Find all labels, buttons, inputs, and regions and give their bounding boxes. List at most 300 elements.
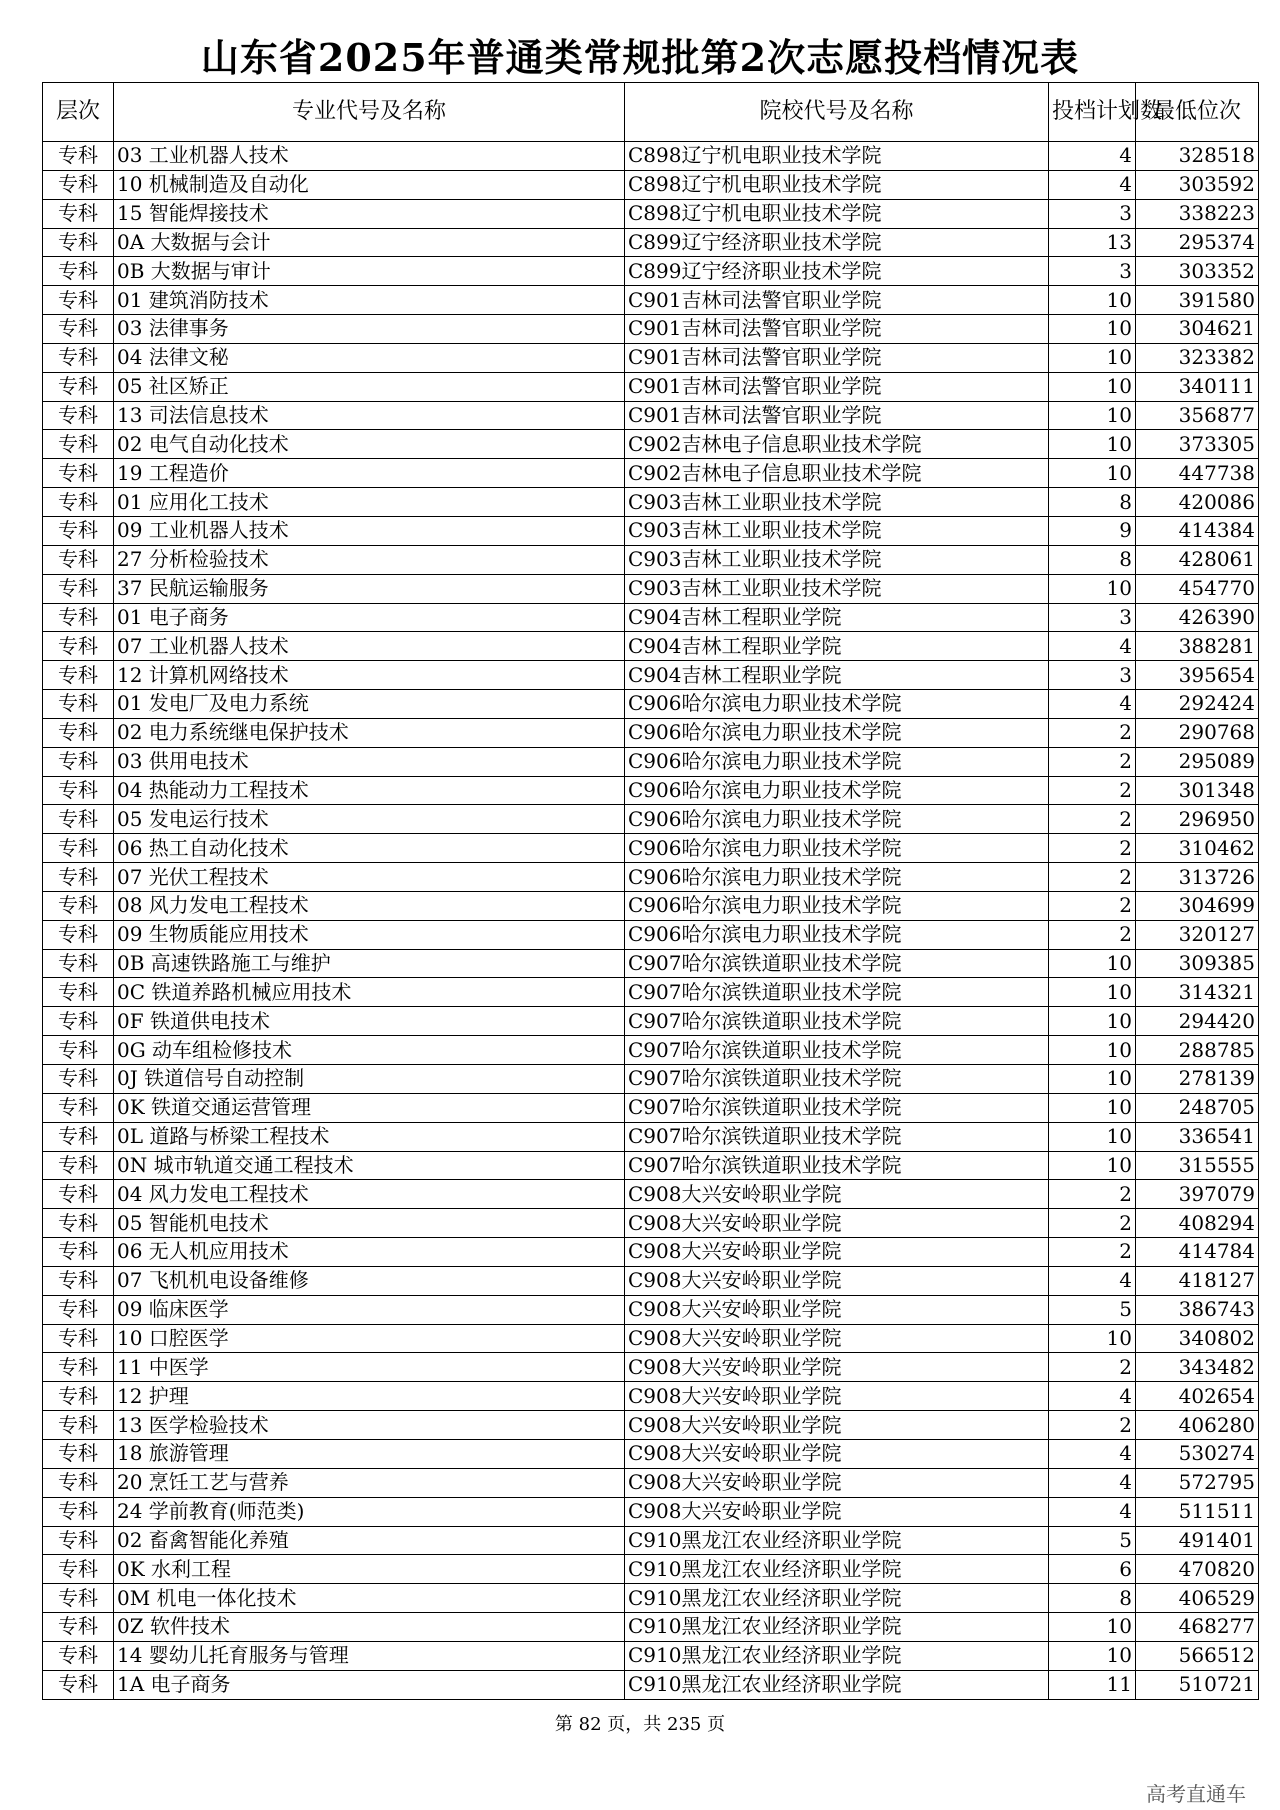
cell-rank: 296950: [1136, 805, 1259, 834]
cell-level: 专科: [43, 488, 114, 517]
cell-plan: 3: [1049, 661, 1136, 690]
cell-level: 专科: [43, 1266, 114, 1295]
cell-level: 专科: [43, 1411, 114, 1440]
cell-school: C910黑龙江农业经济职业学院: [625, 1584, 1049, 1613]
watermark: 高考直通车: [1146, 1782, 1246, 1806]
cell-major: 01 建筑消防技术: [114, 286, 625, 315]
cell-school: C908大兴安岭职业学院: [625, 1209, 1049, 1238]
table-row: [43, 1180, 1259, 1209]
table-row: [43, 978, 1259, 1007]
cell-major: 24 学前教育(师范类): [114, 1497, 625, 1526]
cell-level: 专科: [43, 430, 114, 459]
cell-school: C908大兴安岭职业学院: [625, 1439, 1049, 1468]
cell-level: 专科: [43, 805, 114, 834]
cell-school: C902吉林电子信息职业技术学院: [625, 459, 1049, 488]
cell-major: 20 烹饪工艺与营养: [114, 1468, 625, 1497]
cell-major: 07 工业机器人技术: [114, 632, 625, 661]
cell-level: 专科: [43, 1180, 114, 1209]
cell-rank: 340802: [1136, 1324, 1259, 1353]
table-row: [43, 1266, 1259, 1295]
cell-major: 18 旅游管理: [114, 1439, 625, 1468]
cell-level: 专科: [43, 1555, 114, 1584]
cell-rank: 343482: [1136, 1353, 1259, 1382]
cell-rank: 566512: [1136, 1641, 1259, 1670]
table-row: [43, 690, 1259, 719]
page-title: 山东省2025年普通类常规批第2次志愿投档情况表: [200, 35, 1080, 80]
table-row: [43, 401, 1259, 430]
cell-major: 09 工业机器人技术: [114, 516, 625, 545]
cell-level: 专科: [43, 776, 114, 805]
table-row: [43, 372, 1259, 401]
table-row: [43, 863, 1259, 892]
cell-plan: 8: [1049, 545, 1136, 574]
cell-plan: 2: [1049, 834, 1136, 863]
cell-major: 09 临床医学: [114, 1295, 625, 1324]
cell-major: 11 中医学: [114, 1353, 625, 1382]
cell-major: 06 无人机应用技术: [114, 1238, 625, 1267]
cell-rank: 295089: [1136, 747, 1259, 776]
cell-school: C908大兴安岭职业学院: [625, 1180, 1049, 1209]
cell-major: 15 智能焊接技术: [114, 199, 625, 228]
cell-school: C904吉林工程职业学院: [625, 603, 1049, 632]
table-row: [43, 142, 1259, 171]
cell-level: 专科: [43, 1641, 114, 1670]
cell-plan: 10: [1049, 978, 1136, 1007]
cell-major: 1A 电子商务: [114, 1670, 625, 1699]
table-row: [43, 228, 1259, 257]
cell-school: C907哈尔滨铁道职业技术学院: [625, 1065, 1049, 1094]
cell-plan: 10: [1049, 574, 1136, 603]
table-row: [43, 459, 1259, 488]
table-row: [43, 257, 1259, 286]
cell-rank: 338223: [1136, 199, 1259, 228]
header-plan: 投档计划数: [1049, 83, 1136, 142]
cell-major: 14 婴幼儿托育服务与管理: [114, 1641, 625, 1670]
cell-school: C910黑龙江农业经济职业学院: [625, 1555, 1049, 1584]
cell-level: 专科: [43, 315, 114, 344]
cell-rank: 414384: [1136, 516, 1259, 545]
cell-plan: 10: [1049, 401, 1136, 430]
cell-plan: 8: [1049, 488, 1136, 517]
cell-plan: 10: [1049, 430, 1136, 459]
cell-level: 专科: [43, 1093, 114, 1122]
table-row: [43, 1238, 1259, 1267]
cell-school: C907哈尔滨铁道职业技术学院: [625, 1036, 1049, 1065]
table-row: [43, 315, 1259, 344]
cell-major: 0J 铁道信号自动控制: [114, 1065, 625, 1094]
cell-rank: 572795: [1136, 1468, 1259, 1497]
table-row: [43, 603, 1259, 632]
cell-school: C903吉林工业职业技术学院: [625, 574, 1049, 603]
cell-school: C898辽宁机电职业技术学院: [625, 142, 1049, 171]
cell-level: 专科: [43, 603, 114, 632]
cell-major: 04 风力发电工程技术: [114, 1180, 625, 1209]
table-row: [43, 170, 1259, 199]
table-row: [43, 1439, 1259, 1468]
cell-rank: 336541: [1136, 1122, 1259, 1151]
cell-major: 05 社区矫正: [114, 372, 625, 401]
cell-school: C908大兴安岭职业学院: [625, 1468, 1049, 1497]
cell-plan: 10: [1049, 372, 1136, 401]
cell-school: C907哈尔滨铁道职业技术学院: [625, 1122, 1049, 1151]
cell-level: 专科: [43, 1468, 114, 1497]
cell-rank: 426390: [1136, 603, 1259, 632]
cell-major: 0Z 软件技术: [114, 1613, 625, 1642]
table-body: [43, 142, 1259, 1700]
cell-plan: 8: [1049, 1584, 1136, 1613]
cell-school: C906哈尔滨电力职业技术学院: [625, 776, 1049, 805]
cell-school: C908大兴安岭职业学院: [625, 1238, 1049, 1267]
cell-plan: 2: [1049, 920, 1136, 949]
cell-rank: 320127: [1136, 920, 1259, 949]
cell-plan: 4: [1049, 632, 1136, 661]
cell-level: 专科: [43, 574, 114, 603]
cell-school: C908大兴安岭职业学院: [625, 1382, 1049, 1411]
cell-plan: 3: [1049, 199, 1136, 228]
cell-school: C906哈尔滨电力职业技术学院: [625, 920, 1049, 949]
cell-level: 专科: [43, 834, 114, 863]
table-row: [43, 834, 1259, 863]
cell-school: C907哈尔滨铁道职业技术学院: [625, 1151, 1049, 1180]
cell-level: 专科: [43, 1324, 114, 1353]
cell-plan: 2: [1049, 863, 1136, 892]
cell-level: 专科: [43, 1238, 114, 1267]
cell-plan: 5: [1049, 1295, 1136, 1324]
cell-major: 06 热工自动化技术: [114, 834, 625, 863]
cell-rank: 328518: [1136, 142, 1259, 171]
cell-plan: 4: [1049, 690, 1136, 719]
cell-level: 专科: [43, 1007, 114, 1036]
cell-plan: 4: [1049, 1439, 1136, 1468]
cell-major: 0L 道路与桥梁工程技术: [114, 1122, 625, 1151]
cell-school: C910黑龙江农业经济职业学院: [625, 1670, 1049, 1699]
cell-school: C906哈尔滨电力职业技术学院: [625, 834, 1049, 863]
cell-school: C904吉林工程职业学院: [625, 632, 1049, 661]
cell-rank: 468277: [1136, 1613, 1259, 1642]
table-row: [43, 1382, 1259, 1411]
table-row: [43, 286, 1259, 315]
table-row: [43, 545, 1259, 574]
table-row: [43, 574, 1259, 603]
cell-plan: 10: [1049, 459, 1136, 488]
cell-plan: 4: [1049, 1382, 1136, 1411]
cell-major: 04 热能动力工程技术: [114, 776, 625, 805]
cell-plan: 4: [1049, 1266, 1136, 1295]
cell-plan: 2: [1049, 718, 1136, 747]
cell-plan: 10: [1049, 1324, 1136, 1353]
cell-major: 05 发电运行技术: [114, 805, 625, 834]
cell-rank: 388281: [1136, 632, 1259, 661]
header-rank: 最低位次: [1136, 83, 1259, 142]
cell-level: 专科: [43, 228, 114, 257]
cell-major: 19 工程造价: [114, 459, 625, 488]
cell-school: C903吉林工业职业技术学院: [625, 488, 1049, 517]
cell-school: C910黑龙江农业经济职业学院: [625, 1526, 1049, 1555]
header-level: 层次: [43, 83, 114, 142]
cell-rank: 309385: [1136, 949, 1259, 978]
cell-rank: 323382: [1136, 343, 1259, 372]
cell-plan: 2: [1049, 747, 1136, 776]
cell-school: C906哈尔滨电力职业技术学院: [625, 863, 1049, 892]
cell-level: 专科: [43, 170, 114, 199]
cell-rank: 294420: [1136, 1007, 1259, 1036]
cell-plan: 13: [1049, 228, 1136, 257]
cell-plan: 4: [1049, 142, 1136, 171]
cell-level: 专科: [43, 372, 114, 401]
table-row: [43, 949, 1259, 978]
cell-major: 02 畜禽智能化养殖: [114, 1526, 625, 1555]
cell-school: C898辽宁机电职业技术学院: [625, 170, 1049, 199]
cell-major: 37 民航运输服务: [114, 574, 625, 603]
cell-major: 09 生物质能应用技术: [114, 920, 625, 949]
cell-rank: 373305: [1136, 430, 1259, 459]
cell-plan: 10: [1049, 286, 1136, 315]
table-row: [43, 430, 1259, 459]
cell-major: 0C 铁道养路机械应用技术: [114, 978, 625, 1007]
cell-plan: 10: [1049, 1151, 1136, 1180]
table-row: [43, 1295, 1259, 1324]
cell-rank: 303592: [1136, 170, 1259, 199]
cell-school: C899辽宁经济职业技术学院: [625, 228, 1049, 257]
cell-rank: 491401: [1136, 1526, 1259, 1555]
cell-major: 10 机械制造及自动化: [114, 170, 625, 199]
cell-rank: 314321: [1136, 978, 1259, 1007]
cell-school: C908大兴安岭职业学院: [625, 1411, 1049, 1440]
table-row: [43, 488, 1259, 517]
cell-plan: 2: [1049, 1209, 1136, 1238]
cell-rank: 248705: [1136, 1093, 1259, 1122]
cell-major: 12 计算机网络技术: [114, 661, 625, 690]
cell-level: 专科: [43, 1122, 114, 1151]
cell-school: C908大兴安岭职业学院: [625, 1295, 1049, 1324]
cell-rank: 310462: [1136, 834, 1259, 863]
table-header-row: [43, 83, 1259, 142]
cell-level: 专科: [43, 1526, 114, 1555]
cell-plan: 3: [1049, 603, 1136, 632]
cell-school: C907哈尔滨铁道职业技术学院: [625, 1007, 1049, 1036]
cell-plan: 10: [1049, 1122, 1136, 1151]
cell-school: C902吉林电子信息职业技术学院: [625, 430, 1049, 459]
cell-major: 0B 高速铁路施工与维护: [114, 949, 625, 978]
cell-major: 03 供用电技术: [114, 747, 625, 776]
cell-level: 专科: [43, 690, 114, 719]
cell-school: C906哈尔滨电力职业技术学院: [625, 747, 1049, 776]
cell-rank: 340111: [1136, 372, 1259, 401]
cell-school: C906哈尔滨电力职业技术学院: [625, 718, 1049, 747]
cell-rank: 470820: [1136, 1555, 1259, 1584]
table-row: [43, 1411, 1259, 1440]
cell-major: 0K 水利工程: [114, 1555, 625, 1584]
cell-level: 专科: [43, 1584, 114, 1613]
cell-school: C899辽宁经济职业技术学院: [625, 257, 1049, 286]
table-row: [43, 1584, 1259, 1613]
cell-rank: 447738: [1136, 459, 1259, 488]
cell-plan: 10: [1049, 343, 1136, 372]
cell-rank: 304699: [1136, 891, 1259, 920]
cell-level: 专科: [43, 1439, 114, 1468]
cell-rank: 511511: [1136, 1497, 1259, 1526]
cell-plan: 10: [1049, 949, 1136, 978]
cell-school: C908大兴安岭职业学院: [625, 1266, 1049, 1295]
cell-major: 02 电力系统继电保护技术: [114, 718, 625, 747]
cell-major: 0M 机电一体化技术: [114, 1584, 625, 1613]
cell-major: 07 光伏工程技术: [114, 863, 625, 892]
cell-level: 专科: [43, 1613, 114, 1642]
cell-level: 专科: [43, 1036, 114, 1065]
cell-major: 27 分析检验技术: [114, 545, 625, 574]
cell-level: 专科: [43, 747, 114, 776]
cell-plan: 2: [1049, 1411, 1136, 1440]
cell-major: 07 飞机机电设备维修: [114, 1266, 625, 1295]
cell-plan: 2: [1049, 1353, 1136, 1382]
cell-major: 02 电气自动化技术: [114, 430, 625, 459]
cell-level: 专科: [43, 718, 114, 747]
cell-plan: 3: [1049, 257, 1136, 286]
cell-level: 专科: [43, 1209, 114, 1238]
cell-plan: 2: [1049, 1238, 1136, 1267]
cell-rank: 301348: [1136, 776, 1259, 805]
cell-major: 04 法律文秘: [114, 343, 625, 372]
cell-rank: 292424: [1136, 690, 1259, 719]
cell-major: 13 司法信息技术: [114, 401, 625, 430]
table-row: [43, 1526, 1259, 1555]
cell-major: 03 法律事务: [114, 315, 625, 344]
table-row: [43, 199, 1259, 228]
cell-school: C901吉林司法警官职业学院: [625, 372, 1049, 401]
cell-school: C910黑龙江农业经济职业学院: [625, 1641, 1049, 1670]
cell-major: 01 电子商务: [114, 603, 625, 632]
cell-rank: 303352: [1136, 257, 1259, 286]
cell-major: 10 口腔医学: [114, 1324, 625, 1353]
cell-rank: 356877: [1136, 401, 1259, 430]
table-row: [43, 632, 1259, 661]
cell-rank: 288785: [1136, 1036, 1259, 1065]
cell-school: C907哈尔滨铁道职业技术学院: [625, 978, 1049, 1007]
table-row: [43, 891, 1259, 920]
cell-school: C906哈尔滨电力职业技术学院: [625, 690, 1049, 719]
cell-plan: 11: [1049, 1670, 1136, 1699]
cell-rank: 530274: [1136, 1439, 1259, 1468]
table-row: [43, 1007, 1259, 1036]
cell-plan: 4: [1049, 1497, 1136, 1526]
cell-level: 专科: [43, 199, 114, 228]
table-row: [43, 1122, 1259, 1151]
table-row: [43, 718, 1259, 747]
cell-level: 专科: [43, 632, 114, 661]
cell-major: 0F 铁道供电技术: [114, 1007, 625, 1036]
table-row: [43, 661, 1259, 690]
table-row: [43, 920, 1259, 949]
cell-plan: 9: [1049, 516, 1136, 545]
table-row: [43, 805, 1259, 834]
cell-major: 08 风力发电工程技术: [114, 891, 625, 920]
cell-level: 专科: [43, 1353, 114, 1382]
cell-plan: 10: [1049, 1613, 1136, 1642]
cell-level: 专科: [43, 661, 114, 690]
table-row: [43, 1641, 1259, 1670]
cell-level: 专科: [43, 1497, 114, 1526]
cell-plan: 2: [1049, 891, 1136, 920]
cell-major: 12 护理: [114, 1382, 625, 1411]
cell-plan: 10: [1049, 1036, 1136, 1065]
cell-rank: 406280: [1136, 1411, 1259, 1440]
cell-major: 0K 铁道交通运营管理: [114, 1093, 625, 1122]
cell-level: 专科: [43, 257, 114, 286]
cell-rank: 408294: [1136, 1209, 1259, 1238]
cell-school: C907哈尔滨铁道职业技术学院: [625, 949, 1049, 978]
table-row: [43, 1093, 1259, 1122]
cell-level: 专科: [43, 459, 114, 488]
cell-plan: 2: [1049, 805, 1136, 834]
cell-plan: 4: [1049, 1468, 1136, 1497]
cell-school: C901吉林司法警官职业学院: [625, 286, 1049, 315]
cell-rank: 315555: [1136, 1151, 1259, 1180]
table-row: [43, 1670, 1259, 1699]
cell-school: C901吉林司法警官职业学院: [625, 315, 1049, 344]
table-row: [43, 1353, 1259, 1382]
cell-plan: 5: [1049, 1526, 1136, 1555]
cell-level: 专科: [43, 1065, 114, 1094]
cell-major: 05 智能机电技术: [114, 1209, 625, 1238]
cell-level: 专科: [43, 891, 114, 920]
table-row: [43, 516, 1259, 545]
cell-rank: 402654: [1136, 1382, 1259, 1411]
cell-school: C906哈尔滨电力职业技术学院: [625, 891, 1049, 920]
table-row: [43, 1613, 1259, 1642]
cell-rank: 391580: [1136, 286, 1259, 315]
cell-rank: 510721: [1136, 1670, 1259, 1699]
cell-school: C903吉林工业职业技术学院: [625, 516, 1049, 545]
cell-school: C910黑龙江农业经济职业学院: [625, 1613, 1049, 1642]
cell-level: 专科: [43, 142, 114, 171]
admission-table: [42, 82, 1259, 1700]
cell-school: C901吉林司法警官职业学院: [625, 343, 1049, 372]
cell-level: 专科: [43, 1382, 114, 1411]
table-row: [43, 747, 1259, 776]
cell-rank: 295374: [1136, 228, 1259, 257]
cell-major: 0A 大数据与会计: [114, 228, 625, 257]
cell-major: 01 应用化工技术: [114, 488, 625, 517]
cell-rank: 395654: [1136, 661, 1259, 690]
cell-level: 专科: [43, 920, 114, 949]
cell-plan: 2: [1049, 1180, 1136, 1209]
cell-level: 专科: [43, 1295, 114, 1324]
cell-major: 01 发电厂及电力系统: [114, 690, 625, 719]
cell-school: C906哈尔滨电力职业技术学院: [625, 805, 1049, 834]
cell-rank: 454770: [1136, 574, 1259, 603]
cell-school: C904吉林工程职业学院: [625, 661, 1049, 690]
cell-school: C898辽宁机电职业技术学院: [625, 199, 1049, 228]
cell-major: 0B 大数据与审计: [114, 257, 625, 286]
table-row: [43, 343, 1259, 372]
cell-rank: 420086: [1136, 488, 1259, 517]
cell-level: 专科: [43, 401, 114, 430]
table-row: [43, 1036, 1259, 1065]
cell-rank: 313726: [1136, 863, 1259, 892]
cell-rank: 406529: [1136, 1584, 1259, 1613]
cell-rank: 414784: [1136, 1238, 1259, 1267]
cell-rank: 386743: [1136, 1295, 1259, 1324]
table-row: [43, 1497, 1259, 1526]
cell-plan: 2: [1049, 776, 1136, 805]
cell-school: C901吉林司法警官职业学院: [625, 401, 1049, 430]
cell-rank: 418127: [1136, 1266, 1259, 1295]
cell-school: C908大兴安岭职业学院: [625, 1353, 1049, 1382]
cell-plan: 10: [1049, 315, 1136, 344]
table-row: [43, 776, 1259, 805]
cell-rank: 304621: [1136, 315, 1259, 344]
cell-rank: 278139: [1136, 1065, 1259, 1094]
